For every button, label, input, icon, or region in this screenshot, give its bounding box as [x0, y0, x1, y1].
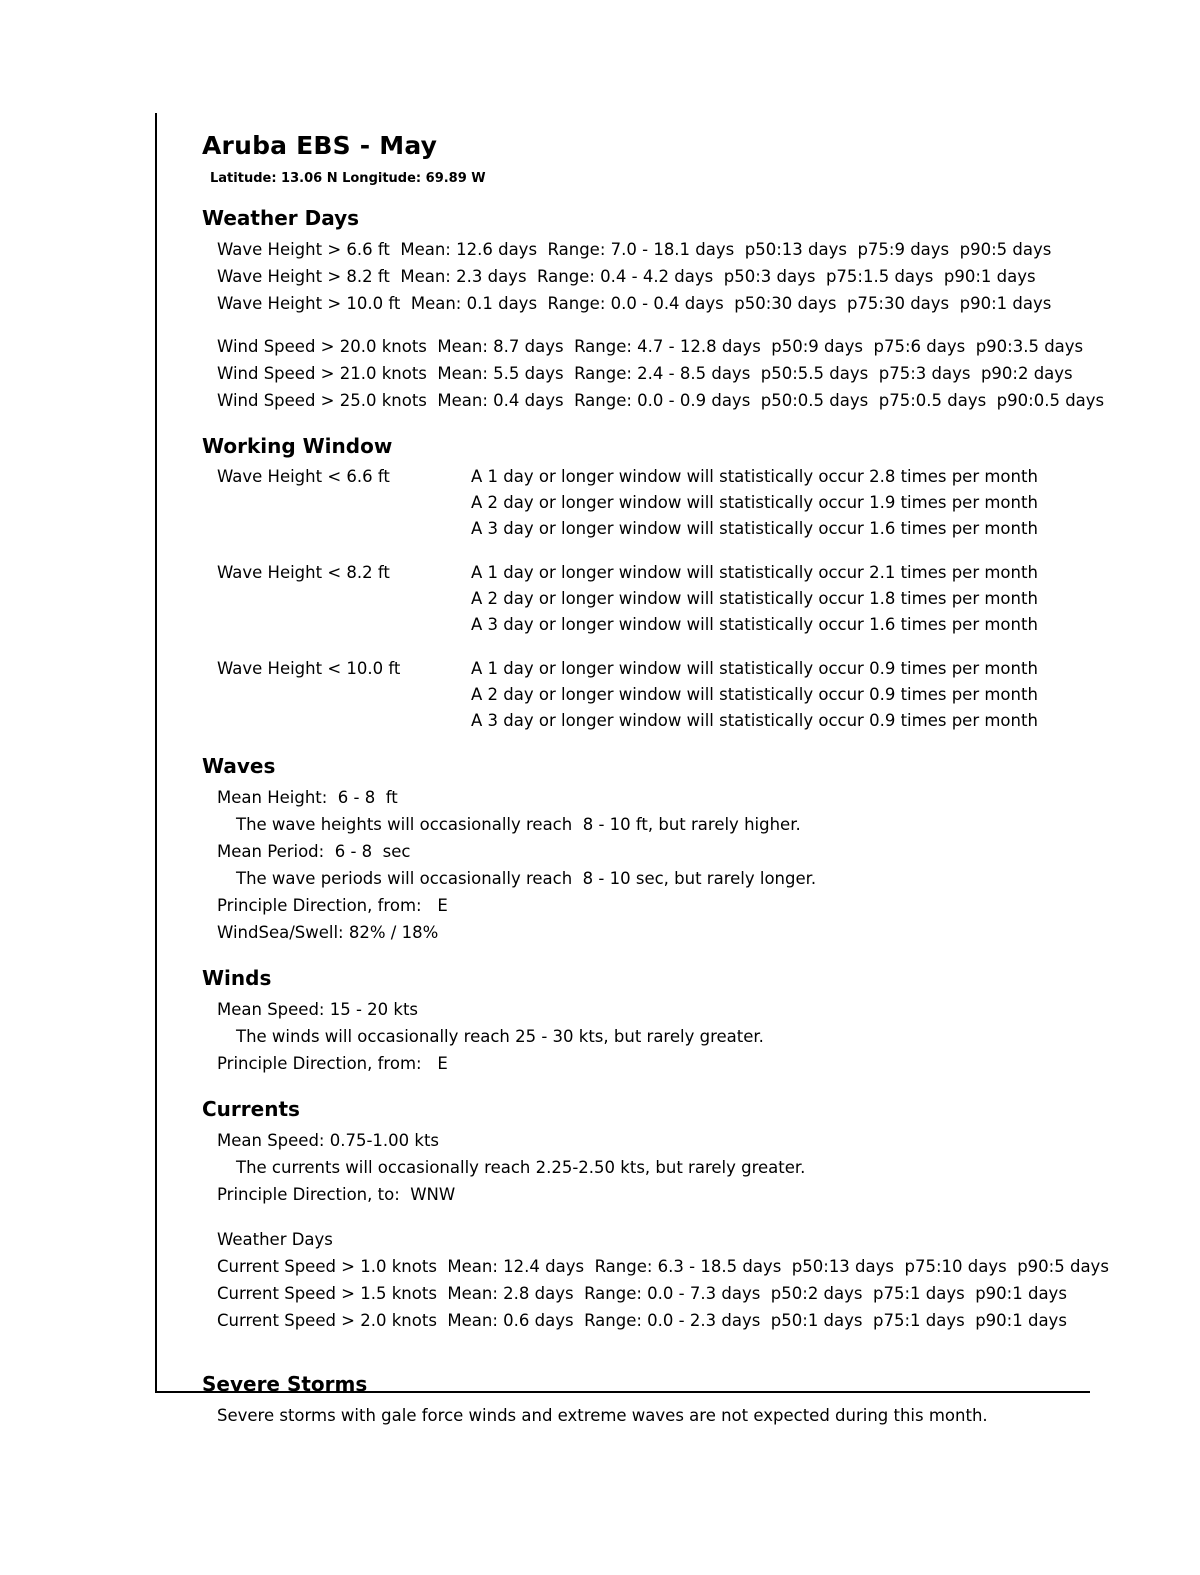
waves-windsea-swell: WindSea/Swell: 82% / 18%	[217, 923, 439, 942]
spacer	[202, 317, 1090, 333]
document-page	[155, 113, 1109, 1425]
working-window-label: Wave Height < 8.2 ft	[217, 563, 390, 582]
waves-body	[202, 784, 1090, 946]
winds-mean-speed-note: The winds will occasionally reach 25 - 30 kts, but rarely greater.	[236, 1027, 764, 1046]
currents-mean-speed-note: The currents will occasionally reach 2.25-2.50 kts, but rarely greater.	[236, 1158, 806, 1177]
working-window-rows	[471, 464, 1090, 542]
coordinates-label: Latitude: 13.06 N Longitude: 69.89 W	[210, 171, 486, 186]
working-window-row: A 3 day or longer window will statistically occur 1.6 times per month	[471, 615, 1038, 634]
currents-principle-direction: Principle Direction, to: WNW	[217, 1185, 456, 1204]
working-window-rows	[471, 560, 1090, 638]
working-window-row: A 2 day or longer window will statistically occur 1.8 times per month	[471, 589, 1038, 608]
weather-days-wave-row: Wave Height > 6.6 ft Mean: 12.6 days Range: 7.0 - 18.1 days p50:13 days p75:9 days p90:5 days	[217, 240, 1052, 259]
working-window-row: A 3 day or longer window will statistically occur 0.9 times per month	[471, 711, 1038, 730]
weather-days-wave-row: Wave Height > 8.2 ft Mean: 2.3 days Range: 0.4 - 4.2 days p50:3 days p75:1.5 days p90:1 days	[217, 267, 1036, 286]
page-title: Aruba EBS - May	[202, 131, 438, 160]
working-window-group	[217, 560, 1090, 638]
working-window-group	[217, 656, 1090, 734]
section-heading-winds: Winds	[202, 966, 272, 990]
weather-days-body	[202, 236, 1105, 414]
severe-storms-text: Severe storms with gale force winds and extreme waves are not expected during this month.	[217, 1406, 988, 1425]
working-window-group	[217, 464, 1090, 542]
working-window-row: A 2 day or longer window will statistically occur 1.9 times per month	[471, 493, 1038, 512]
currents-weather-days-row: Current Speed > 1.5 knots Mean: 2.8 days Range: 0.0 - 7.3 days p50:2 days p75:1 days p90:1 days	[217, 1284, 1067, 1303]
section-heading-weather-days: Weather Days	[202, 206, 360, 230]
waves-mean-period-note: The wave periods will occasionally reach 8 - 10 sec, but rarely longer.	[236, 869, 817, 888]
currents-weather-days-row: Current Speed > 2.0 knots Mean: 0.6 days Range: 0.0 - 2.3 days p50:1 days p75:1 days p90:1 days	[217, 1311, 1067, 1330]
document-content	[157, 113, 1109, 1429]
weather-days-wind-row: Wind Speed > 21.0 knots Mean: 5.5 days Range: 2.4 - 8.5 days p50:5.5 days p75:3 days p90:2 days	[217, 364, 1073, 383]
currents-weather-days-label: Weather Days	[217, 1230, 333, 1249]
section-heading-severe-storms: Severe Storms	[202, 1372, 368, 1396]
winds-mean-speed: Mean Speed: 15 - 20 kts	[217, 1000, 419, 1019]
working-window-row: A 1 day or longer window will statistically occur 0.9 times per month	[471, 659, 1038, 678]
section-heading-working-window: Working Window	[202, 434, 393, 458]
working-window-row: A 1 day or longer window will statistically occur 2.1 times per month	[471, 563, 1038, 582]
currents-weather-days-row: Current Speed > 1.0 knots Mean: 12.4 days Range: 6.3 - 18.5 days p50:13 days p75:10 days p90:5 days	[217, 1257, 1109, 1276]
weather-days-wind-row: Wind Speed > 20.0 knots Mean: 8.7 days Range: 4.7 - 12.8 days p50:9 days p75:6 days p90:3.5 days	[217, 337, 1084, 356]
waves-mean-period: Mean Period: 6 - 8 sec	[217, 842, 411, 861]
working-window-label: Wave Height < 10.0 ft	[217, 659, 401, 678]
working-window-label: Wave Height < 6.6 ft	[217, 467, 390, 486]
currents-mean-speed: Mean Speed: 0.75-1.00 kts	[217, 1131, 440, 1150]
section-heading-currents: Currents	[202, 1097, 300, 1121]
working-window-row: A 3 day or longer window will statistically occur 1.6 times per month	[471, 519, 1038, 538]
winds-principle-direction: Principle Direction, from: E	[217, 1054, 448, 1073]
waves-mean-height-note: The wave heights will occasionally reach 8 - 10 ft, but rarely higher.	[236, 815, 801, 834]
weather-days-wind-row: Wind Speed > 25.0 knots Mean: 0.4 days Range: 0.0 - 0.9 days p50:0.5 days p75:0.5 days p90:0.5 days	[217, 391, 1105, 410]
working-window-body	[202, 464, 1090, 734]
weather-days-wave-row: Wave Height > 10.0 ft Mean: 0.1 days Range: 0.0 - 0.4 days p50:30 days p75:30 days p90:1 days	[217, 294, 1052, 313]
severe-storms-body	[202, 1402, 1090, 1429]
working-window-rows	[471, 656, 1090, 734]
working-window-row: A 2 day or longer window will statistically occur 0.9 times per month	[471, 685, 1038, 704]
waves-principle-direction: Principle Direction, from: E	[217, 896, 448, 915]
section-heading-waves: Waves	[202, 754, 276, 778]
waves-mean-height: Mean Height: 6 - 8 ft	[217, 788, 398, 807]
currents-body	[202, 1127, 1109, 1334]
winds-body	[202, 996, 1090, 1077]
working-window-row: A 1 day or longer window will statistically occur 2.8 times per month	[471, 467, 1038, 486]
